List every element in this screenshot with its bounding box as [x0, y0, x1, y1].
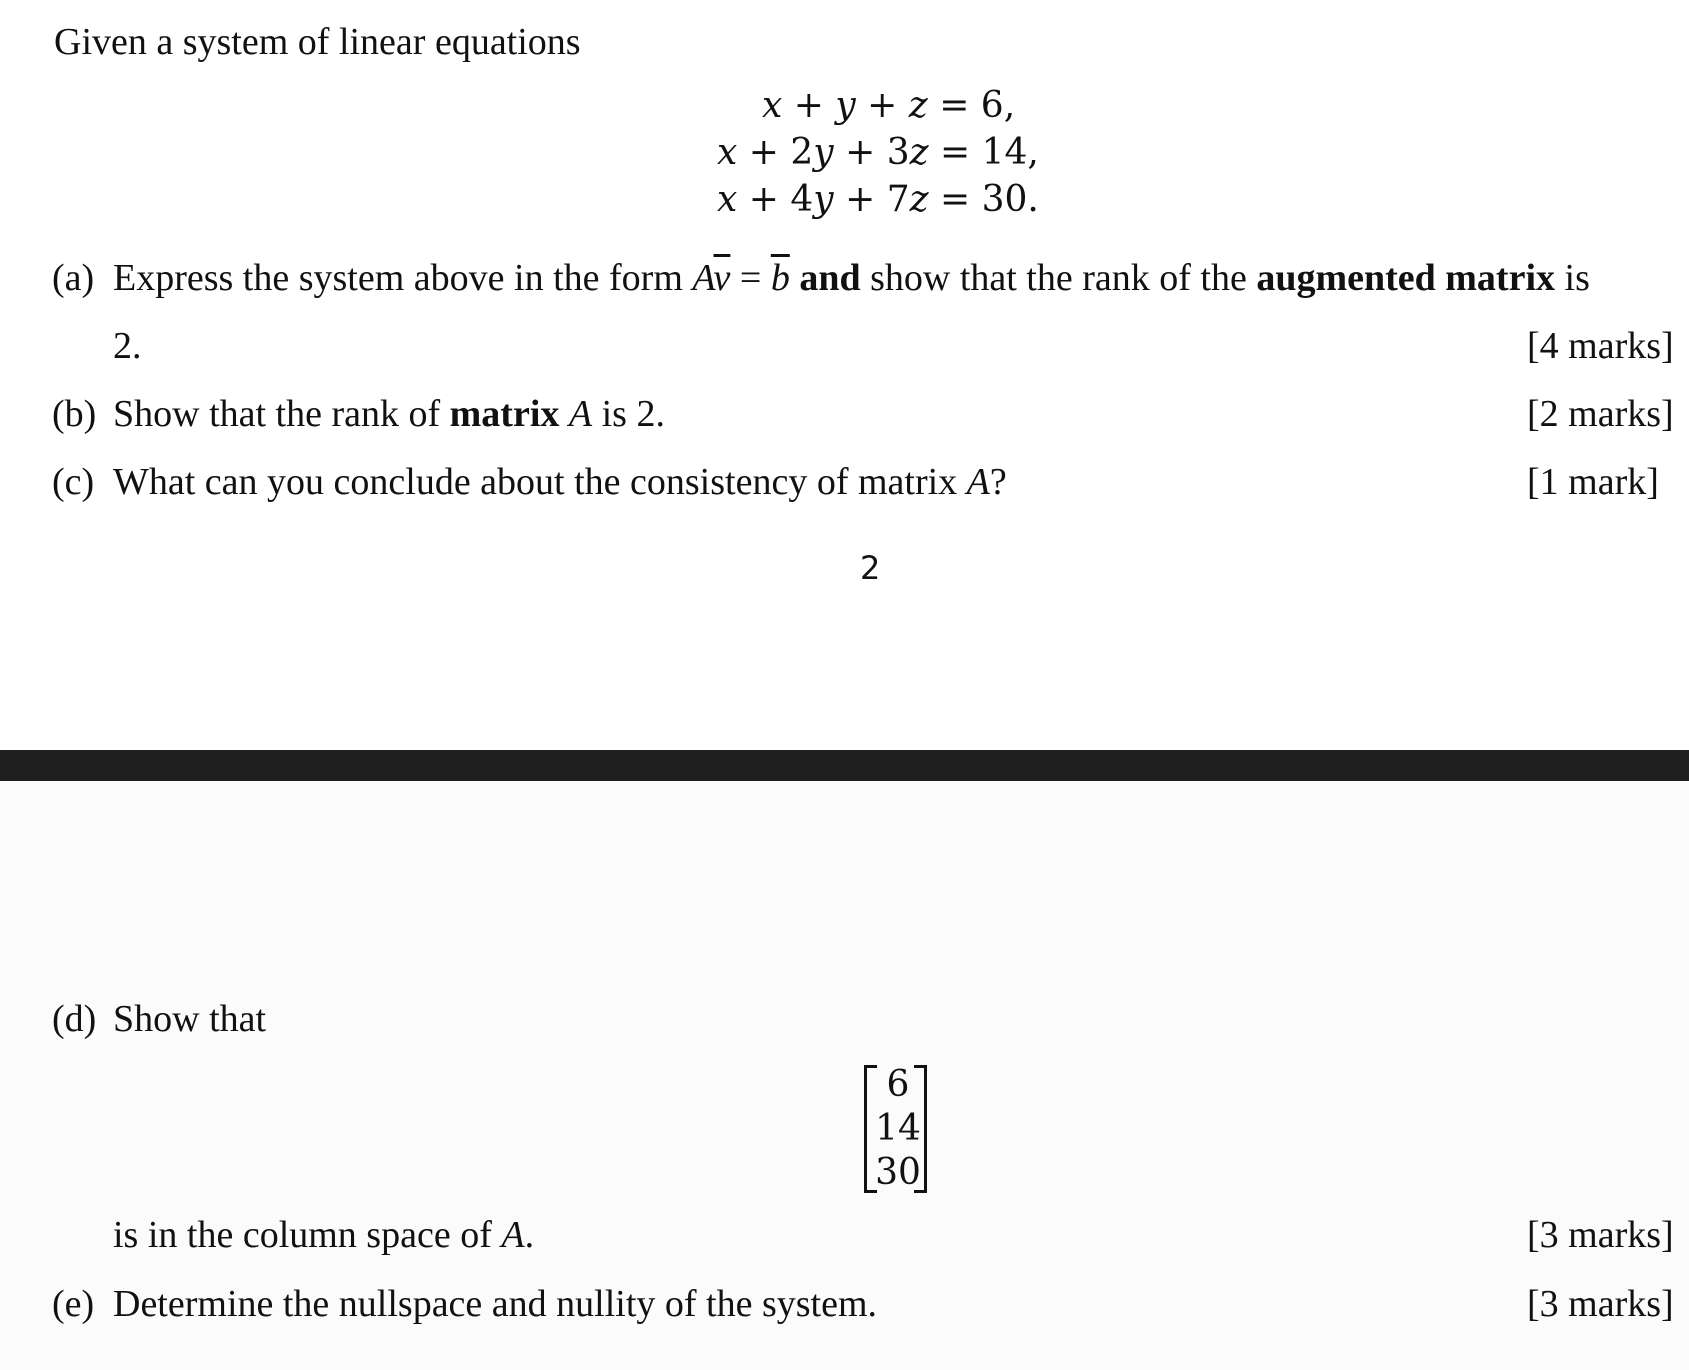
eq2-c2: 2 [790, 132, 814, 173]
part-b-label: (b) [52, 393, 97, 435]
part-d-text-3: . [524, 1214, 535, 1256]
equation-2 [717, 131, 1039, 175]
eq3-rhs: = 30. [928, 179, 1039, 220]
eq1-rhs: = 6, [927, 85, 1016, 126]
eq3-c3: 7 [886, 179, 910, 220]
part-d-label: (d) [52, 998, 97, 1040]
eq2-rhs: = 14, [928, 132, 1039, 173]
intro-text: Given a system of linear equations [54, 21, 581, 63]
eq1-z: z [908, 85, 928, 126]
part-c-A: A [966, 461, 990, 503]
eq3-c2: 4 [790, 179, 814, 220]
part-b-matrix: matrix [449, 393, 560, 435]
part-b-text-2: is 2. [592, 393, 665, 435]
eq3-z: z [909, 179, 929, 220]
eq1-y: y [835, 85, 856, 126]
part-b-question [113, 392, 665, 436]
eq2-c3: 3 [886, 132, 910, 173]
part-b-A: A [568, 393, 593, 435]
eq2-y: y [813, 132, 834, 173]
part-c-text-1: What can you conclude about the consistency of matrix [113, 461, 967, 503]
vector-entry-3: 30 [875, 1152, 921, 1193]
eq2-z: z [909, 132, 929, 173]
part-b-text-1: Show that the rank of [113, 393, 450, 435]
part-c-text-2: ? [989, 461, 1007, 503]
part-a-matrix-A: A [692, 257, 714, 299]
part-b-space [559, 393, 569, 435]
equation-3 [717, 178, 1039, 222]
eq1-x: x [762, 85, 783, 126]
part-d-A: A [501, 1214, 525, 1256]
eq1-op2: + [855, 85, 909, 126]
part-b-marks: [2 marks] [1527, 393, 1674, 435]
part-a-text-1: Express the system above in the form [113, 257, 693, 299]
part-e-label: (e) [52, 1283, 95, 1325]
eq3-op1: + [737, 179, 791, 220]
eq3-y: y [813, 179, 834, 220]
vector-entry-2: 14 [875, 1108, 921, 1149]
equation-1 [762, 84, 1015, 128]
part-a-equals: = [730, 257, 771, 299]
part-a-vector-v: $\overline{v}$ [713, 257, 731, 299]
part-d-statement [113, 1213, 534, 1257]
part-a-label: (a) [52, 257, 95, 299]
part-a-vector-b: $\overline{b}$ [770, 257, 790, 299]
part-d-text-2: is in the column space of [113, 1214, 502, 1256]
eq3-op2: + [833, 179, 887, 220]
part-a-text-2: show that the rank of the [860, 257, 1257, 299]
part-a-continuation: 2. [113, 325, 142, 367]
part-a-augmented-matrix: augmented matrix [1256, 257, 1556, 299]
part-a-marks: [4 marks] [1527, 325, 1674, 367]
page-divider [0, 750, 1689, 781]
part-e-marks: [3 marks] [1527, 1283, 1674, 1325]
part-a-text-3: is [1555, 257, 1590, 299]
eq3-x: x [717, 179, 738, 220]
part-d-marks: [3 marks] [1527, 1214, 1674, 1256]
part-a-question [113, 256, 1590, 300]
vector-entry-1: 6 [886, 1064, 910, 1105]
part-a-and: and [789, 257, 861, 299]
eq2-x: x [717, 132, 738, 173]
part-c-label: (c) [52, 461, 95, 503]
part-e-question: Determine the nullspace and nullity of the system. [113, 1283, 878, 1325]
part-c-question [113, 460, 1007, 504]
part-d-text-1: Show that [113, 998, 267, 1040]
eq1-op1: + [782, 85, 836, 126]
part-c-marks: [1 mark] [1527, 461, 1659, 503]
eq2-op2: + [833, 132, 887, 173]
eq2-op1: + [737, 132, 791, 173]
page-number: 2 [860, 549, 881, 587]
